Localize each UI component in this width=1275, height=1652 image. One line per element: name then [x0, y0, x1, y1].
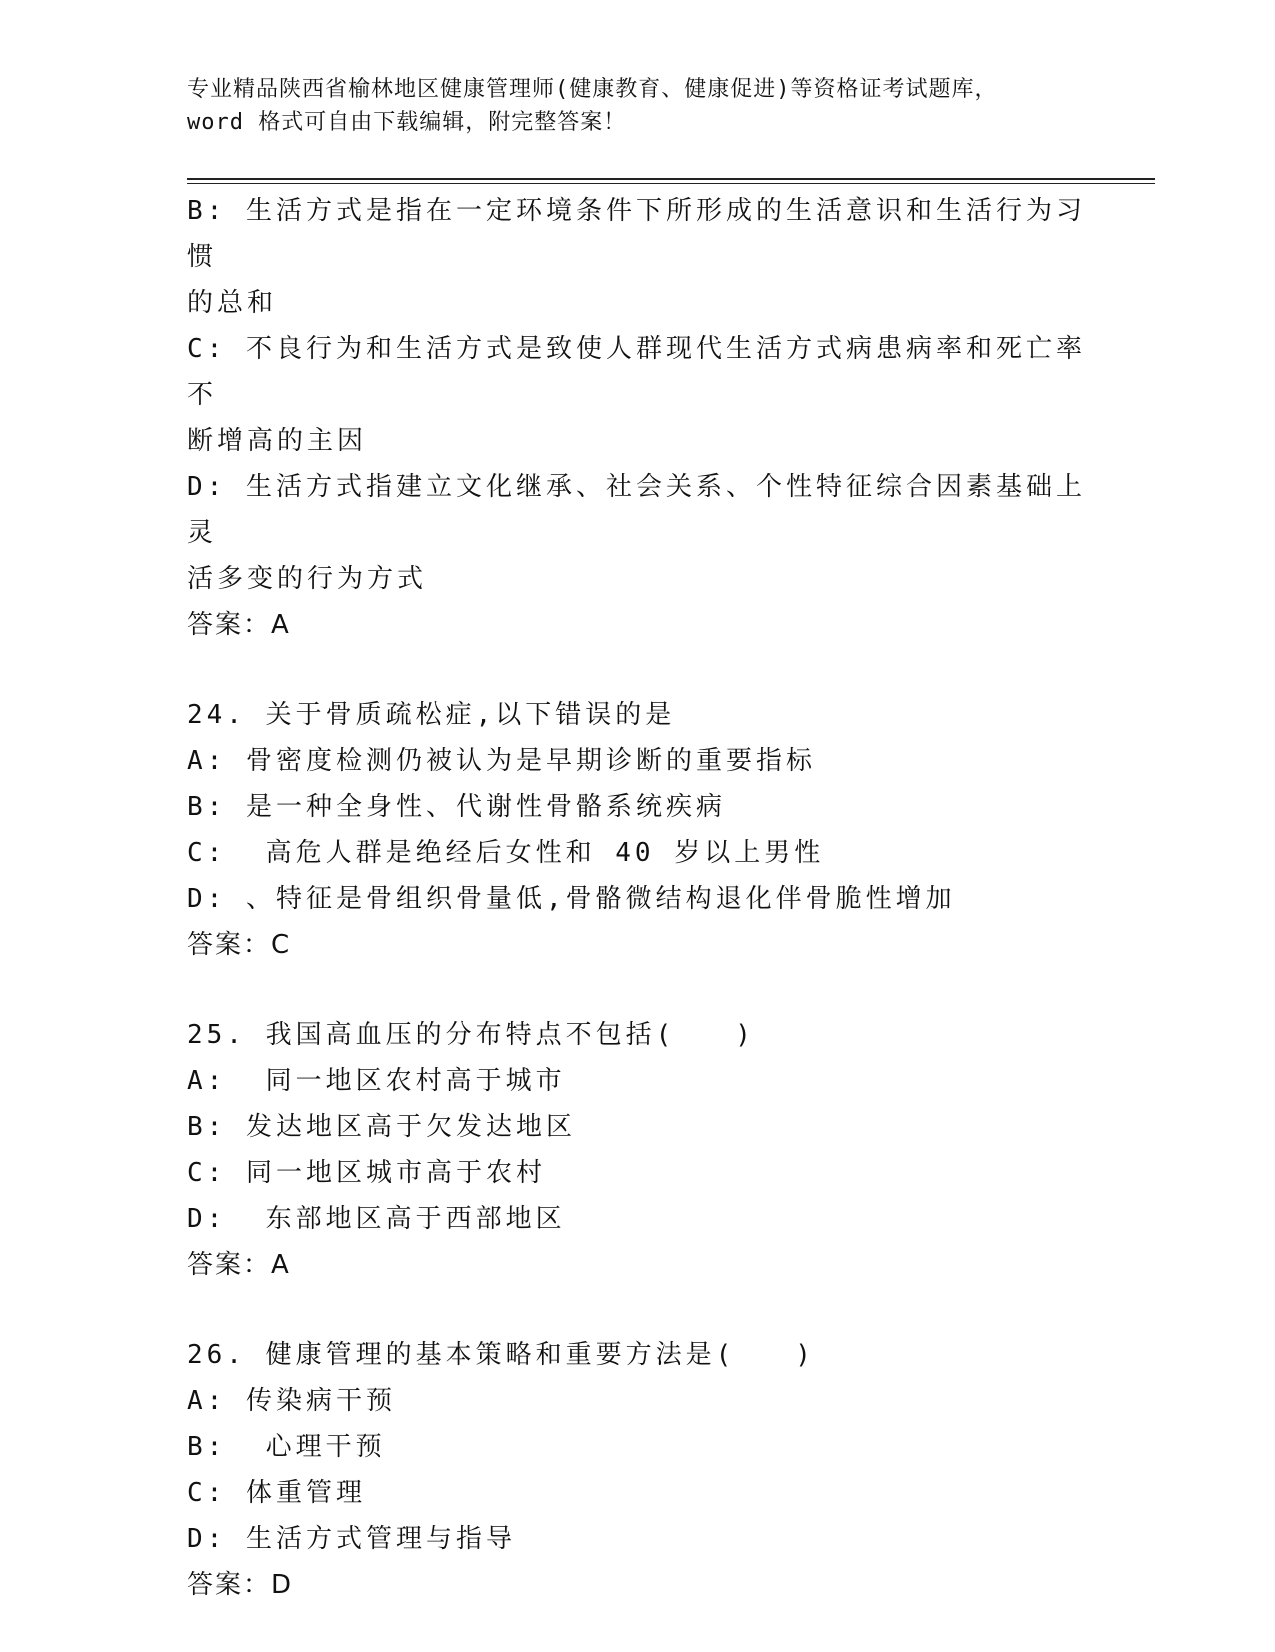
option-d: D: 东部地区高于西部地区	[187, 1204, 566, 1234]
question-title: 25. 我国高血压的分布特点不包括( )	[187, 1020, 755, 1050]
option-d: D: 、特征是骨组织骨量低,骨骼微结构退化伴骨脆性增加	[187, 884, 956, 914]
answer-label: 答案：A	[187, 610, 291, 640]
option-line: 活多变的行为方式	[187, 564, 428, 594]
option-a: A: 同一地区农村高于城市	[187, 1066, 566, 1096]
option-c: C: 同一地区城市高于农村	[187, 1158, 546, 1188]
question-24	[187, 692, 1087, 968]
answer-label: 答案：D	[187, 1570, 294, 1600]
option-line: 的总和	[187, 288, 278, 318]
option-c: C: 高危人群是绝经后女性和 40 岁以上男性	[187, 838, 825, 868]
question-26	[187, 1332, 1087, 1608]
question-23-continued	[187, 188, 1087, 648]
option-d: D: 生活方式管理与指导	[187, 1524, 516, 1554]
option-line: C: 不良行为和生活方式是致使人群现代生活方式病患病率和死亡率不	[187, 334, 1086, 410]
option-line: D: 生活方式指建立文化继承、社会关系、个性特征综合因素基础上灵	[187, 472, 1086, 548]
question-title: 24. 关于骨质疏松症,以下错误的是	[187, 700, 676, 730]
header-title-line-2: word 格式可自由下载编辑，附完整答案！	[187, 110, 627, 135]
question-content	[187, 188, 1087, 1652]
option-b: B: 心理干预	[187, 1432, 386, 1462]
header-divider-thick	[187, 178, 1155, 180]
option-a: A: 传染病干预	[187, 1386, 396, 1416]
option-b: B: 是一种全身性、代谢性骨骼系统疾病	[187, 792, 726, 822]
option-c: C: 体重管理	[187, 1478, 366, 1508]
header-title-line-1: 专业精品陕西省榆林地区健康管理师(健康教育、健康促进)等资格证考试题库，	[187, 77, 998, 102]
header-divider-thin	[187, 183, 1155, 184]
answer-label: 答案：C	[187, 930, 292, 960]
question-25	[187, 1012, 1087, 1288]
answer-label: 答案：A	[187, 1250, 291, 1280]
option-a: A: 骨密度检测仍被认为是早期诊断的重要指标	[187, 746, 816, 776]
question-title: 26. 健康管理的基本策略和重要方法是( )	[187, 1340, 815, 1370]
option-b: B: 发达地区高于欠发达地区	[187, 1112, 576, 1142]
option-line: 断增高的主因	[187, 426, 368, 456]
document-header	[187, 73, 1087, 139]
option-line: B: 生活方式是指在一定环境条件下所形成的生活意识和生活行为习惯	[187, 196, 1086, 272]
